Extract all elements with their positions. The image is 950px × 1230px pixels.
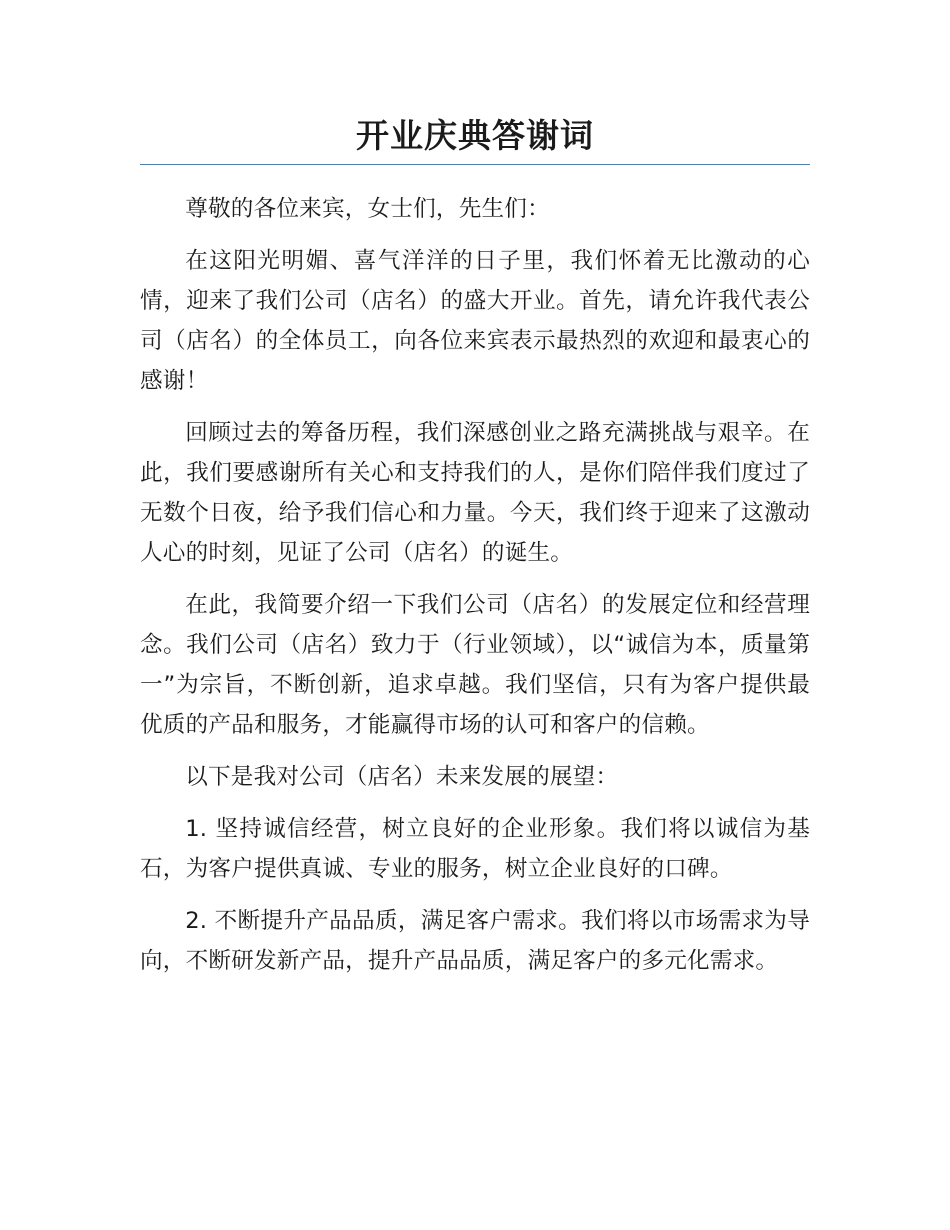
introduction-paragraph: 在此，我简要介绍一下我们公司（店名）的发展定位和经营理念。我们公司（店名）致力于（行业领域），以“诚信为本，质量第一”为宗旨，不断创新，追求卓越。我们坚信，只有为客户提供最优质的产品和服务，才能赢得市场的认可和客户的信赖。: [140, 592, 810, 738]
title-underline: [140, 164, 810, 165]
outlook-intro-paragraph: 以下是我对公司（店名）未来发展的展望：: [185, 764, 619, 790]
document-title: 开业庆典答谢词: [356, 116, 594, 155]
opening-paragraph: 在这阳光明媚、喜气洋洋的日子里，我们怀着无比激动的心情，迎来了我们公司（店名）的盛大开业。首先，请允许我代表公司（店名）的全体员工，向各位来宾表示最热烈的欢迎和最衷心的感谢！: [140, 248, 810, 394]
document-page: [140, 110, 810, 993]
outlook-item-2: 2. 不断提升产品品质，满足客户需求。我们将以市场需求为导向，不断研发新产品，提升产品品质，满足客户的多元化需求。: [140, 908, 810, 974]
salutation-paragraph: 尊敬的各位来宾，女士们，先生们：: [185, 196, 550, 222]
review-paragraph: 回顾过去的筹备历程，我们深感创业之路充满挑战与艰辛。在此，我们要感谢所有关心和支持我们的人，是你们陪伴我们度过了无数个日夜，给予我们信心和力量。今天，我们终于迎来了这激动人心的时刻，见证了公司（店名）的诞生。: [140, 420, 810, 566]
outlook-item-1: 1. 坚持诚信经营，树立良好的企业形象。我们将以诚信为基石，为客户提供真诚、专业的服务，树立企业良好的口碑。: [140, 816, 810, 882]
